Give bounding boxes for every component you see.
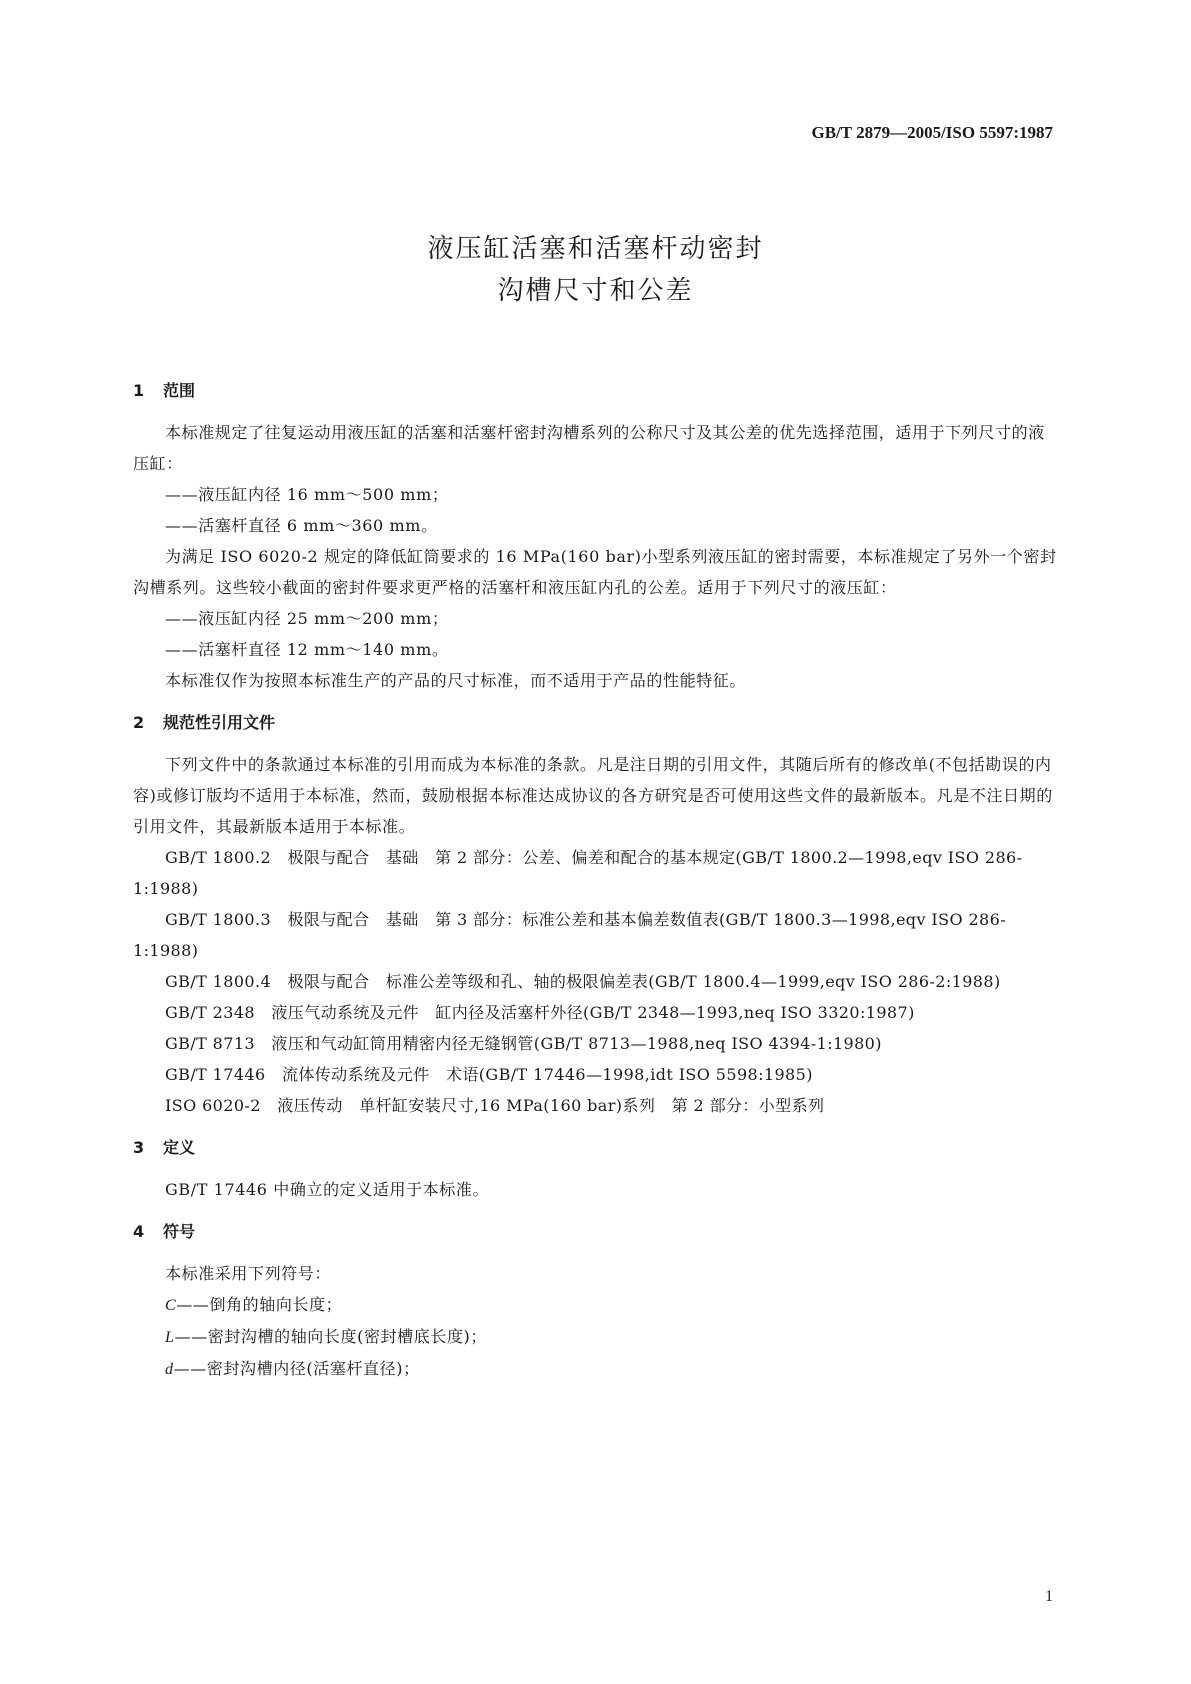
reference-item: GB/T 1800.3 极限与配合 基础 第 3 部分：标准公差和基本偏差数值表(GB/T 1800.3—1998,eqv ISO 286-1:1988) (133, 910, 1007, 960)
scope-paragraph-3: 本标准仅作为按照本标准生产的产品的尺寸标准，而不适用于产品的性能特征。 (165, 671, 747, 690)
document-title-line-2: 沟槽尺寸和公差 (497, 276, 694, 306)
symbols-intro-paragraph: 本标准采用下列符号： (165, 1264, 332, 1283)
scope-list-item: ——活塞杆直径 12 mm～140 mm。 (165, 640, 449, 659)
scope-list-item: ——活塞杆直径 6 mm～360 mm。 (165, 516, 438, 535)
reference-item: GB/T 17446 流体传动系统及元件 术语(GB/T 17446—1998,idt ISO 5598:1985) (165, 1065, 813, 1084)
symbol-letter: d (165, 1361, 174, 1378)
symbol-letter: L (165, 1329, 175, 1346)
symbol-definition: L——密封沟槽的轴向长度(密封槽底长度)； (165, 1327, 487, 1346)
document-body (133, 378, 1059, 1385)
reference-item: GB/T 1800.4 极限与配合 标准公差等级和孔、轴的极限偏差表(GB/T 1800.4—1999,eqv ISO 286-2:1988) (165, 972, 1001, 991)
symbol-definition: d——密封沟槽内径(活塞杆直径)； (165, 1359, 420, 1378)
document-title-line-1: 液压缸活塞和活塞杆动密封 (427, 234, 764, 264)
section-heading-normative-references: 2 规范性引用文件 (133, 713, 276, 732)
symbol-definition: C——倒角的轴向长度； (165, 1295, 343, 1314)
reference-item: GB/T 1800.2 极限与配合 基础 第 2 部分：公差、偏差和配合的基本规定(GB/T 1800.2—1998,eqv ISO 286-1:1988) (133, 848, 1023, 898)
page-number: 1 (1045, 1588, 1053, 1605)
scope-list-item: ——液压缸内径 25 mm～200 mm； (165, 609, 449, 628)
references-intro-paragraph: 下列文件中的条款通过本标准的引用而成为本标准的条款。凡是注日期的引用文件，其随后所有的修改单(不包括勘误的内容)或修订版均不适用于本标准，然而，鼓励根据本标准达成协议的各方研究是否可使用这些文件的最新版本。凡是不注日期的引用文件，其最新版本适用于本标准。 (133, 755, 1053, 836)
standard-code: GB/T 2879—2005/ISO 5597:1987 (811, 123, 1053, 142)
reference-item: GB/T 2348 液压气动系统及元件 缸内径及活塞杆外径(GB/T 2348—1993,neq ISO 3320:1987) (165, 1003, 915, 1022)
section-heading-definitions: 3 定义 (133, 1138, 196, 1157)
reference-item: GB/T 8713 液压和气动缸筒用精密内径无缝钢管(GB/T 8713—1988,neq ISO 4394-1:1980) (165, 1034, 882, 1053)
scope-paragraph-1: 本标准规定了往复运动用液压缸的活塞和活塞杆密封沟槽系列的公称尺寸及其公差的优先选择范围，适用于下列尺寸的液压缸： (133, 423, 1045, 473)
scope-list-item: ——液压缸内径 16 mm～500 mm； (165, 485, 449, 504)
reference-item: ISO 6020-2 液压传动 单杆缸安装尺寸,16 MPa(160 bar)系列 第 2 部分：小型系列 (165, 1096, 825, 1115)
section-heading-symbols: 4 符号 (133, 1222, 196, 1241)
symbol-letter: C (165, 1297, 177, 1314)
section-heading-scope: 1 范围 (133, 381, 196, 400)
scope-paragraph-2: 为满足 ISO 6020-2 规定的降低缸筒要求的 16 MPa(160 bar)小型系列液压缸的密封需要，本标准规定了另外一个密封沟槽系列。这些较小截面的密封件要求更严格的活塞杆和液压缸内孔的公差。适用于下列尺寸的液压缸： (133, 547, 1057, 597)
definitions-paragraph: GB/T 17446 中确立的定义适用于本标准。 (165, 1180, 490, 1199)
